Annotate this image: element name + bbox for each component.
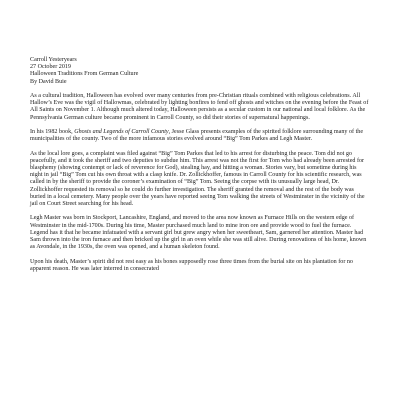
book-reference-suffix: , Jesse Glass presents examples of the spirited folklore surrounding many of the municipalities of the county. Two of the more infamous stories evolved around “Big” Tom Parkes and Legh Master. — [30, 129, 364, 143]
paragraph-legh-master: Legh Master was born in Stockport, Lancashire, England, and moved to the area now known as Furnace Hills on the western edge of Westminster in the mid-1700s. During his time, Master purchased much land to mine iron ore and provide wood to fuel the furnace. Legend has it that he became infatuated with a servant girl but grew angry when her sweetheart, Sam, garnered her attention. Master had Sam thrown into the iron furnace and then bricked up the girl in an oven while she was still alive. During renovations of his home, known as Avondale, in the 1930s, the oven was opened, and a human skeleton found. — [30, 215, 367, 251]
byline: By David Buie — [30, 78, 67, 85]
paragraph-book-reference — [30, 129, 370, 143]
article-title: Halloween Traditions From German Culture — [30, 71, 139, 78]
paragraph-master-spirit: Upon his death, Master’s spirit did not rest easy as his bones supposedly rose three times from the burial site on his plantation for no apparent reason. He was later interred in consecrated — [30, 258, 353, 272]
article — [30, 57, 370, 280]
paragraph-tom-parkes: As the local lore goes, a complaint was filed against “Big” Tom Parkes that led to his arrest for disturbing the peace. Tom did not go peacefully, and it took the sheriff and two deputies to subdue him. This arrest was not the first for Tom who had already been arrested for blasphemy (showing contempt or lack of reverence for God), stealing hay, and hitting a woman. Stories vary, but sometime during his night in jail “Big” Tom cut his own throat with a clasp knife. Dr. Zollickhoffer, famous in Carroll County for his scientific research, was called in by the sheriff to provide the coroner’s examination of “Big” Tom. Seeing the corpse with its unusually large head, Dr. Zollickhoffer requested its removal so he could do further investigation. The sheriff granted the removal and the rest of the body was buried in a local cemetery. Many people over the years have reported seeing Tom walking the streets of Westminster in the vicinity of the jail on Court Street searching for his head. — [30, 150, 365, 208]
book-title: Ghosts and Legends of Carroll County — [74, 129, 169, 135]
publication-date: 27 October 2019 — [30, 64, 71, 71]
publication-name: Carroll Yesteryears — [30, 57, 77, 63]
paragraph-intro: As a cultural tradition, Halloween has evolved over many centuries from pre-Christian rituals combined with religious celebrations. All Hallow’s Eve was the vigil of Hallowmas, celebrated by lighting bonfires to fend off ghosts and witches on the evening before the Feast of All Saints on November 1. Although much altered today, Halloween persists as a secular custom in our national and local folklore. As the Pennsylvania German culture became prominent in Carroll County, so did their stories of supernatural happenings. — [30, 93, 369, 121]
book-reference-prefix: In his 1982 book, — [30, 129, 75, 135]
